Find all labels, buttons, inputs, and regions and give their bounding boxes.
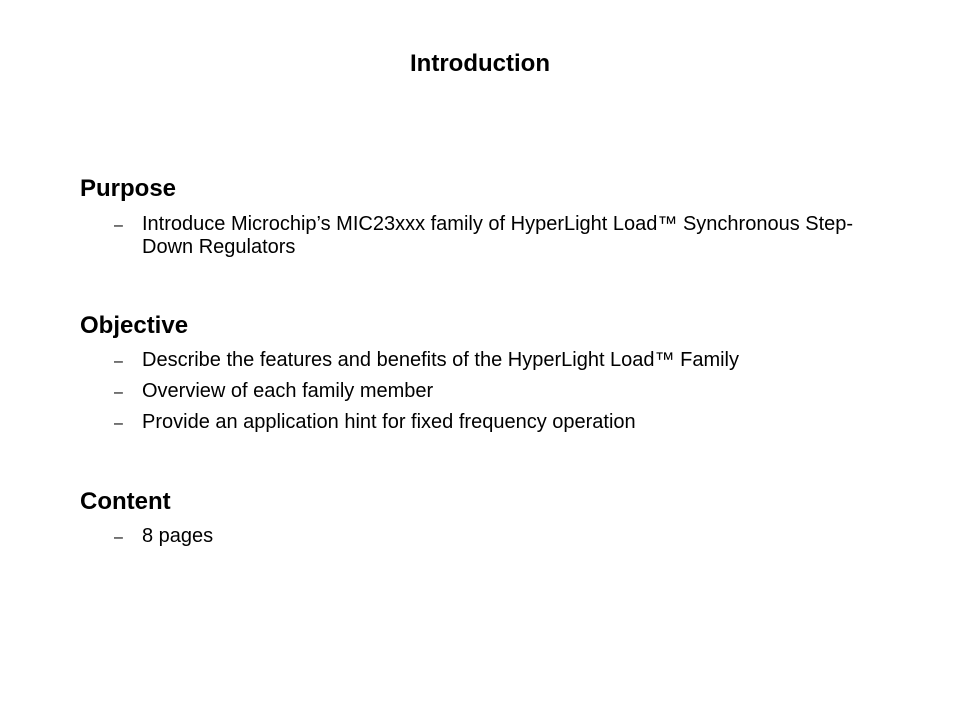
dash-bullet-icon: – bbox=[114, 384, 123, 401]
dash-bullet-icon: – bbox=[114, 217, 123, 234]
bullet-text: Introduce Microchip’s MIC23xxx family of HyperLight Load™ Synchronous Step-Down Regulators bbox=[142, 213, 854, 258]
bullet-item bbox=[80, 411, 900, 434]
bullet-item bbox=[80, 525, 900, 548]
dash-bullet-icon: – bbox=[114, 529, 123, 546]
dash-bullet-icon: – bbox=[114, 415, 123, 432]
section-heading-purpose: Purpose bbox=[80, 175, 177, 202]
section-heading-objective: Objective bbox=[80, 312, 189, 339]
section-content bbox=[80, 487, 900, 548]
bullet-text: 8 pages bbox=[142, 525, 214, 547]
bullet-item bbox=[80, 380, 900, 403]
bullet-item bbox=[80, 349, 900, 372]
bullet-text: Provide an application hint for fixed frequency operation bbox=[142, 411, 636, 433]
purpose-bullet-list bbox=[80, 213, 900, 259]
bullet-text: Overview of each family member bbox=[142, 380, 434, 402]
slide-title: Introduction bbox=[410, 50, 550, 77]
section-objective bbox=[80, 311, 900, 434]
objective-bullet-list bbox=[80, 349, 900, 434]
bullet-text: Describe the features and benefits of the HyperLight Load™ Family bbox=[142, 349, 739, 371]
content-bullet-list bbox=[80, 525, 900, 548]
section-heading-content: Content bbox=[80, 488, 171, 515]
bullet-item bbox=[80, 213, 900, 259]
section-purpose bbox=[80, 174, 900, 259]
dash-bullet-icon: – bbox=[114, 353, 123, 370]
